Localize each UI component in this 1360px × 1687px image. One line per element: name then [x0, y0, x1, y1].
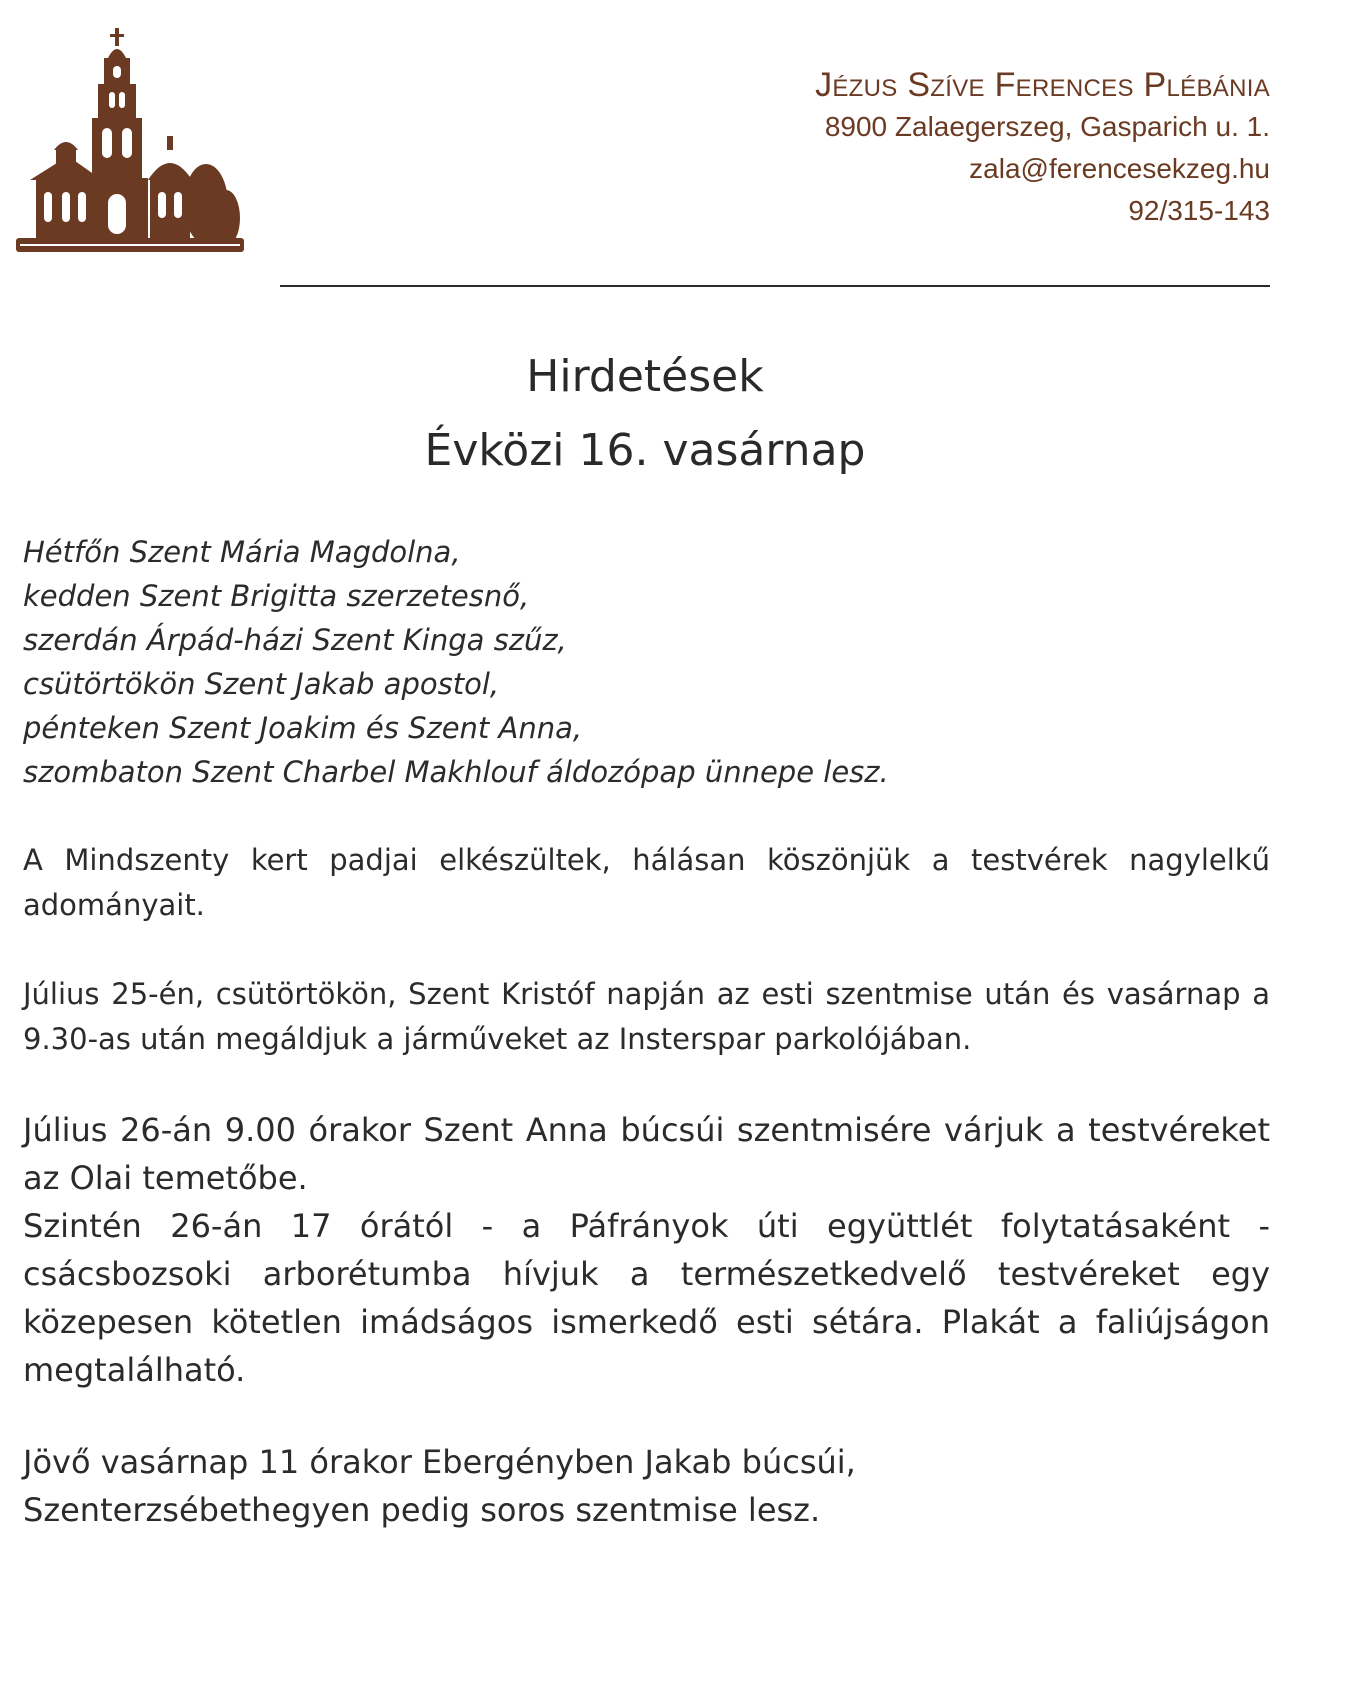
- announcements-body: [23, 530, 1270, 1534]
- feast-day-line: pénteken Szent Joakim és Szent Anna,: [23, 711, 583, 745]
- announcement-next-sunday: [23, 1438, 1270, 1534]
- page-title: [0, 340, 1290, 488]
- announcement-mindszenty-garden: A Mindszenty kert padjai elkészültek, hálásan köszönjük a testvérek nagylelkű adományait.: [23, 843, 1270, 922]
- announcement-arboretum-walk: Szintén 26-án 17 órától - a Páfrányok úti együttlét folytatásaként - csácsbozsoki arborétumba hívjuk a természetkedvelő testvéreket egy közepesen kötetlen imádságos ismerkedő esti sétára. Plakát a faliújságon megtalálható.: [23, 1207, 1270, 1389]
- feast-day-line: csütörtökön Szent Jakab apostol,: [23, 667, 500, 701]
- title-sunday: Évközi 16. vasárnap: [424, 425, 866, 476]
- feast-day-line: szerdán Árpád-házi Szent Kinga szűz,: [23, 623, 567, 657]
- next-sunday-line: Jövő vasárnap 11 órakor Ebergényben Jakab búcsúi,: [23, 1443, 856, 1481]
- parish-phone: 92/315-143: [1128, 195, 1270, 226]
- feast-days-list: [23, 530, 1270, 794]
- parish-header: [815, 64, 1270, 232]
- feast-day-line: szombaton Szent Charbel Makhlouf áldozópap ünnepe lesz.: [23, 755, 889, 789]
- parish-name: Jézus Szíve Ferences Plébánia: [815, 66, 1270, 104]
- feast-day-line: kedden Szent Brigitta szerzetesnő,: [23, 579, 530, 613]
- parish-address: 8900 Zalaegerszeg, Gasparich u. 1.: [824, 111, 1270, 142]
- next-sunday-line: Szenterzsébethegyen pedig soros szentmise lesz.: [23, 1491, 821, 1529]
- announcement-szent-anna-mass: Július 26-án 9.00 órakor Szent Anna búcsúi szentmisére várjuk a testvéreket az Olai temetőbe.: [23, 1111, 1270, 1197]
- title-announcements: Hirdetések: [526, 351, 764, 402]
- church-logo: [16, 28, 244, 268]
- header-divider: [280, 285, 1270, 287]
- parish-email: zala@ferencesekzeg.hu: [969, 153, 1270, 184]
- feast-day-line: Hétfőn Szent Mária Magdolna,: [23, 535, 461, 569]
- announcement-vehicle-blessing: Július 25-én, csütörtökön, Szent Kristóf napján az esti szentmise után és vasárnap a 9.30-as után megáldjuk a járműveket az Insterspar parkolójában.: [23, 977, 1270, 1056]
